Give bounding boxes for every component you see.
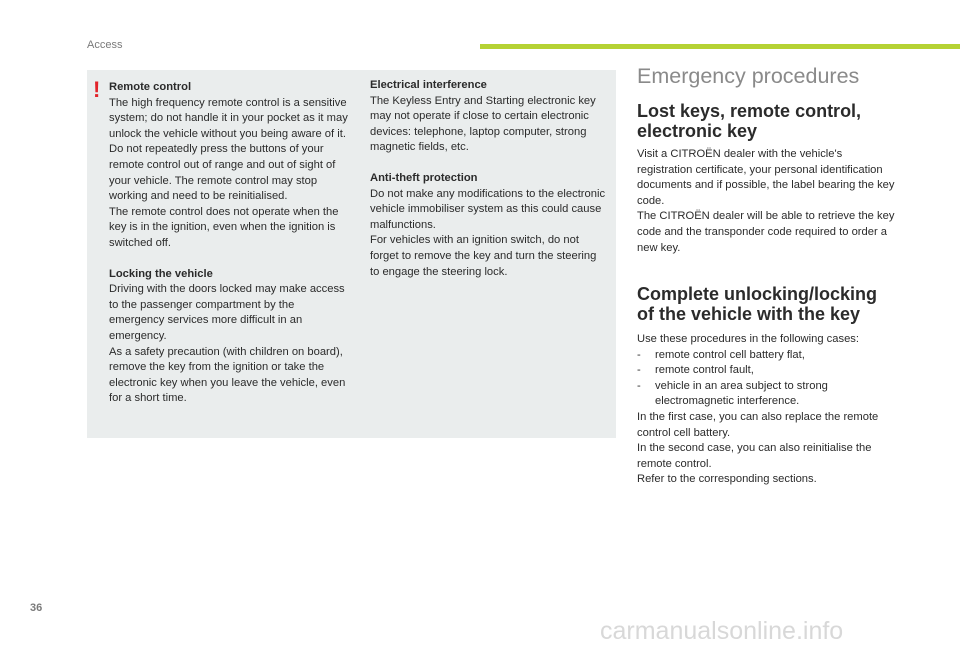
list-bullet: - [637,348,641,361]
list-item-text: remote control cell battery flat, [655,348,805,361]
emergency-title: Emergency procedures [637,64,860,88]
exclamation-icon: ! [93,77,101,102]
complete-unlocking-heading: Complete unlocking/locking of the vehicle with the key [637,284,878,324]
remote-control-para: Do not repeatedly press the buttons of your remote control out of range and out of sight of your vehicle. The remote control may stop working and need to be reinitialised. [109,143,336,203]
section-label: Access [87,39,123,51]
complete-intro: Use these procedures in the following cases: [637,333,860,345]
accent-bar [480,44,960,49]
complete-para: In the first case, you can also replace the remote control cell battery. [637,410,879,439]
watermark: carmanualsonline.info [600,617,844,645]
remote-control-para: The high frequency remote control is a sensitive system; do not handle it in your pocket as it may unlock the vehicle without you being aware of it. [109,96,348,140]
locking-title: Locking the vehicle [109,267,213,280]
list-bullet: - [637,379,641,392]
interference-title: Electrical interference [370,79,487,91]
complete-para: In the second case, you can also reinitialise the remote control. [637,442,872,470]
warning-column-right [370,78,608,280]
list-item [637,379,897,410]
locking-para: As a safety precaution (with children on board), remove the key from the ignition or take the electronic key when you leave the vehicle, even for a short time. [109,345,346,405]
antitheft-para: For vehicles with an ignition switch, do not forget to remove the key and turn the steering to engage the steering lock. [370,234,597,278]
complete-para: Refer to the corresponding sections. [637,473,817,486]
list-item [637,363,897,379]
remote-control-title: Remote control [109,81,192,93]
list-item [637,348,897,364]
page-number: 36 [30,602,43,614]
lost-keys-body [637,147,897,256]
warning-column-left [109,80,349,407]
locking-para: Driving with the doors locked may make access to the passenger compartment by the emergency services more difficult in an emergency. [109,283,345,342]
list-item-text: remote control fault, [655,364,754,377]
list-item-text: vehicle in an area subject to strong electromagnetic interference. [655,379,828,408]
list-bullet: - [637,364,641,377]
antitheft-para: Do not make any modifications to the electronic vehicle immobiliser system as this could cause malfunctions. [370,187,606,231]
lost-keys-para: The CITROËN dealer will be able to retrieve the key code and the transponder code required to order a new key. [637,210,895,254]
lost-keys-para: Visit a CITROËN dealer with the vehicle's registration certificate, your personal identification documents and if possible, the label bearing the key code. [637,148,895,207]
remote-control-para: The remote control does not operate when the key is in the ignition, even when the ignition is switched off. [109,205,339,249]
complete-unlocking-body [637,332,897,488]
interference-para: The Keyless Entry and Starting electronic key may not operate if close to certain electronic devices: telephone, laptop computer, strong magnetic fields, etc. [370,94,596,154]
antitheft-title: Anti-theft protection [370,171,478,184]
lost-keys-heading: Lost keys, remote control, electronic key [637,101,862,141]
